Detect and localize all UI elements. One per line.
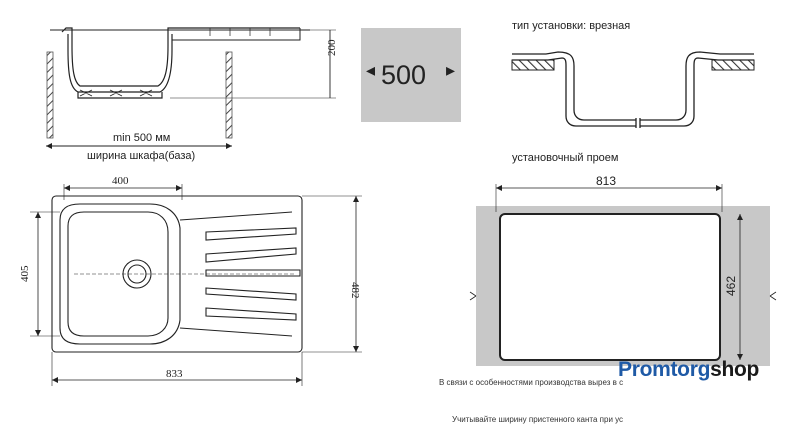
- cutout-width-label: 813: [596, 174, 617, 188]
- height-200-label: 200: [326, 39, 338, 56]
- cutout-depth-label: 462: [724, 275, 738, 296]
- min-width-label: min 500 мм: [113, 132, 171, 144]
- brand-part-2: shop: [710, 358, 760, 381]
- note-line-2: Учитывайте ширину пристенного канта при ус: [452, 415, 624, 424]
- cabinet-base-label: ширина шкафа(база): [87, 150, 196, 162]
- bowl-depth-label: 405: [19, 265, 31, 282]
- bowl-width-label: 400: [112, 175, 129, 187]
- side-view: [46, 28, 336, 149]
- cabinet-width-arrow-left: ◂: [366, 60, 376, 80]
- install-type-label: тип установки: врезная: [512, 20, 631, 32]
- cutout-label: установочный проем: [512, 152, 619, 164]
- cabinet-width-value: 500: [381, 60, 427, 90]
- cabinet-width-arrow-right: ▸: [446, 60, 456, 80]
- brand-logo: [618, 358, 759, 382]
- note-line-1: В связи с особенностями производства вырез в с: [439, 378, 624, 387]
- brand-part-1: Promtorg: [618, 358, 711, 381]
- install-section: [512, 52, 754, 128]
- total-width-label: 833: [166, 368, 183, 380]
- total-depth-label: 482: [349, 282, 361, 299]
- top-view: [30, 184, 362, 386]
